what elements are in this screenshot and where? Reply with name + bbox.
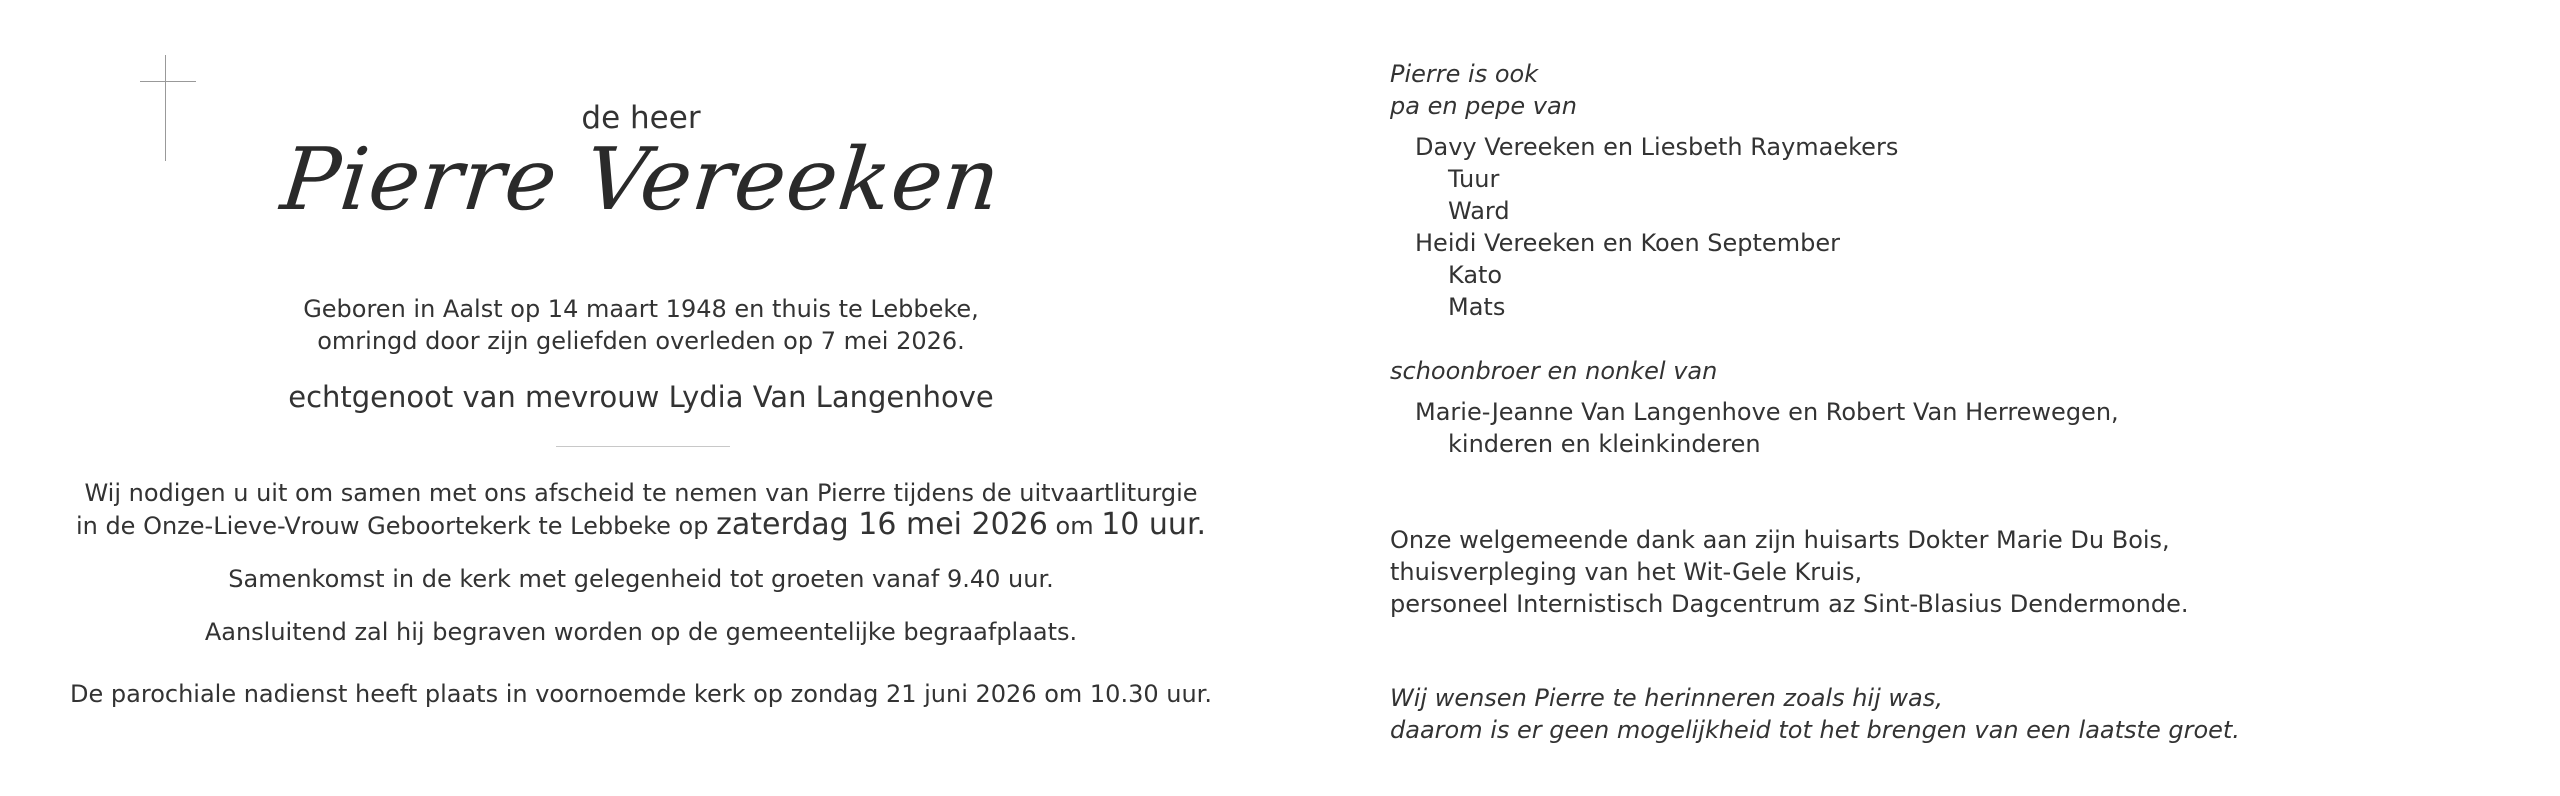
divider xyxy=(556,446,730,447)
birth-death-text xyxy=(0,293,1282,357)
funeral-date: zaterdag 16 mei 2026 xyxy=(716,507,1048,542)
memorial-text: De parochiale nadienst heeft plaats in voornoemde kerk op zondag 21 juni 2026 om 10.30 uur. xyxy=(70,680,1212,708)
grandchild: Ward xyxy=(1448,197,1510,225)
honorific: de heer xyxy=(581,100,701,136)
deceased-name: Pierre Vereeken xyxy=(276,130,1006,230)
family-member: Heidi Vereeken en Koen September xyxy=(1415,229,1840,257)
burial-text: Aansluitend zal hij begraven worden op de gemeentelijke begraafplaats. xyxy=(204,618,1078,646)
grandchild: Tuur xyxy=(1448,165,1500,193)
also-heading-2: pa en pepe van xyxy=(1390,92,1577,120)
invitation-text xyxy=(0,477,1282,542)
born-line-2: omringd door zijn geliefden overleden op 7 mei 2026. xyxy=(317,327,965,355)
family-member: Davy Vereeken en Liesbeth Raymaekers xyxy=(1415,133,1899,161)
wish-line-2: daarom is er geen mogelijkheid tot het brengen van een laatste groet. xyxy=(1390,716,2240,744)
gathering-text: Samenkomst in de kerk met gelegenheid tot groeten vanaf 9.40 uur. xyxy=(228,565,1054,593)
wish-line-1: Wij wensen Pierre te herinneren zoals hij was, xyxy=(1390,684,1943,712)
inlaw-heading: schoonbroer en nonkel van xyxy=(1390,357,1718,385)
grandchild: Mats xyxy=(1448,293,1506,321)
born-line-1: Geboren in Aalst op 14 maart 1948 en thuis te Lebbeke, xyxy=(303,295,979,323)
grandchild: Kato xyxy=(1448,261,1503,289)
invite-line-1: Wij nodigen u uit om samen met ons afscheid te nemen van Pierre tijdens de uitvaartliturgie xyxy=(84,479,1198,507)
thanks-line-2: thuisverpleging van het Wit-Gele Kruis, xyxy=(1390,558,1863,586)
thanks-line-3: personeel Internistisch Dagcentrum az Sint-Blasius Dendermonde. xyxy=(1390,590,2189,618)
spouse-line: echtgenoot van mevrouw Lydia Van Langenhove xyxy=(288,380,994,414)
inlaw-line-2: kinderen en kleinkinderen xyxy=(1448,430,1761,458)
inlaw-line-1: Marie-Jeanne Van Langenhove en Robert Van Herrewegen, xyxy=(1415,398,2119,426)
funeral-time: 10 uur. xyxy=(1101,507,1207,542)
invite-line-2-b: om xyxy=(1047,512,1102,540)
also-heading-1: Pierre is ook xyxy=(1390,60,1539,88)
invite-line-2 xyxy=(0,509,1282,542)
thanks-line-1: Onze welgemeende dank aan zijn huisarts Dokter Marie Du Bois, xyxy=(1390,526,2170,554)
invite-line-2-a: in de Onze-Lieve-Vrouw Geboortekerk te Lebbeke op xyxy=(75,512,717,540)
